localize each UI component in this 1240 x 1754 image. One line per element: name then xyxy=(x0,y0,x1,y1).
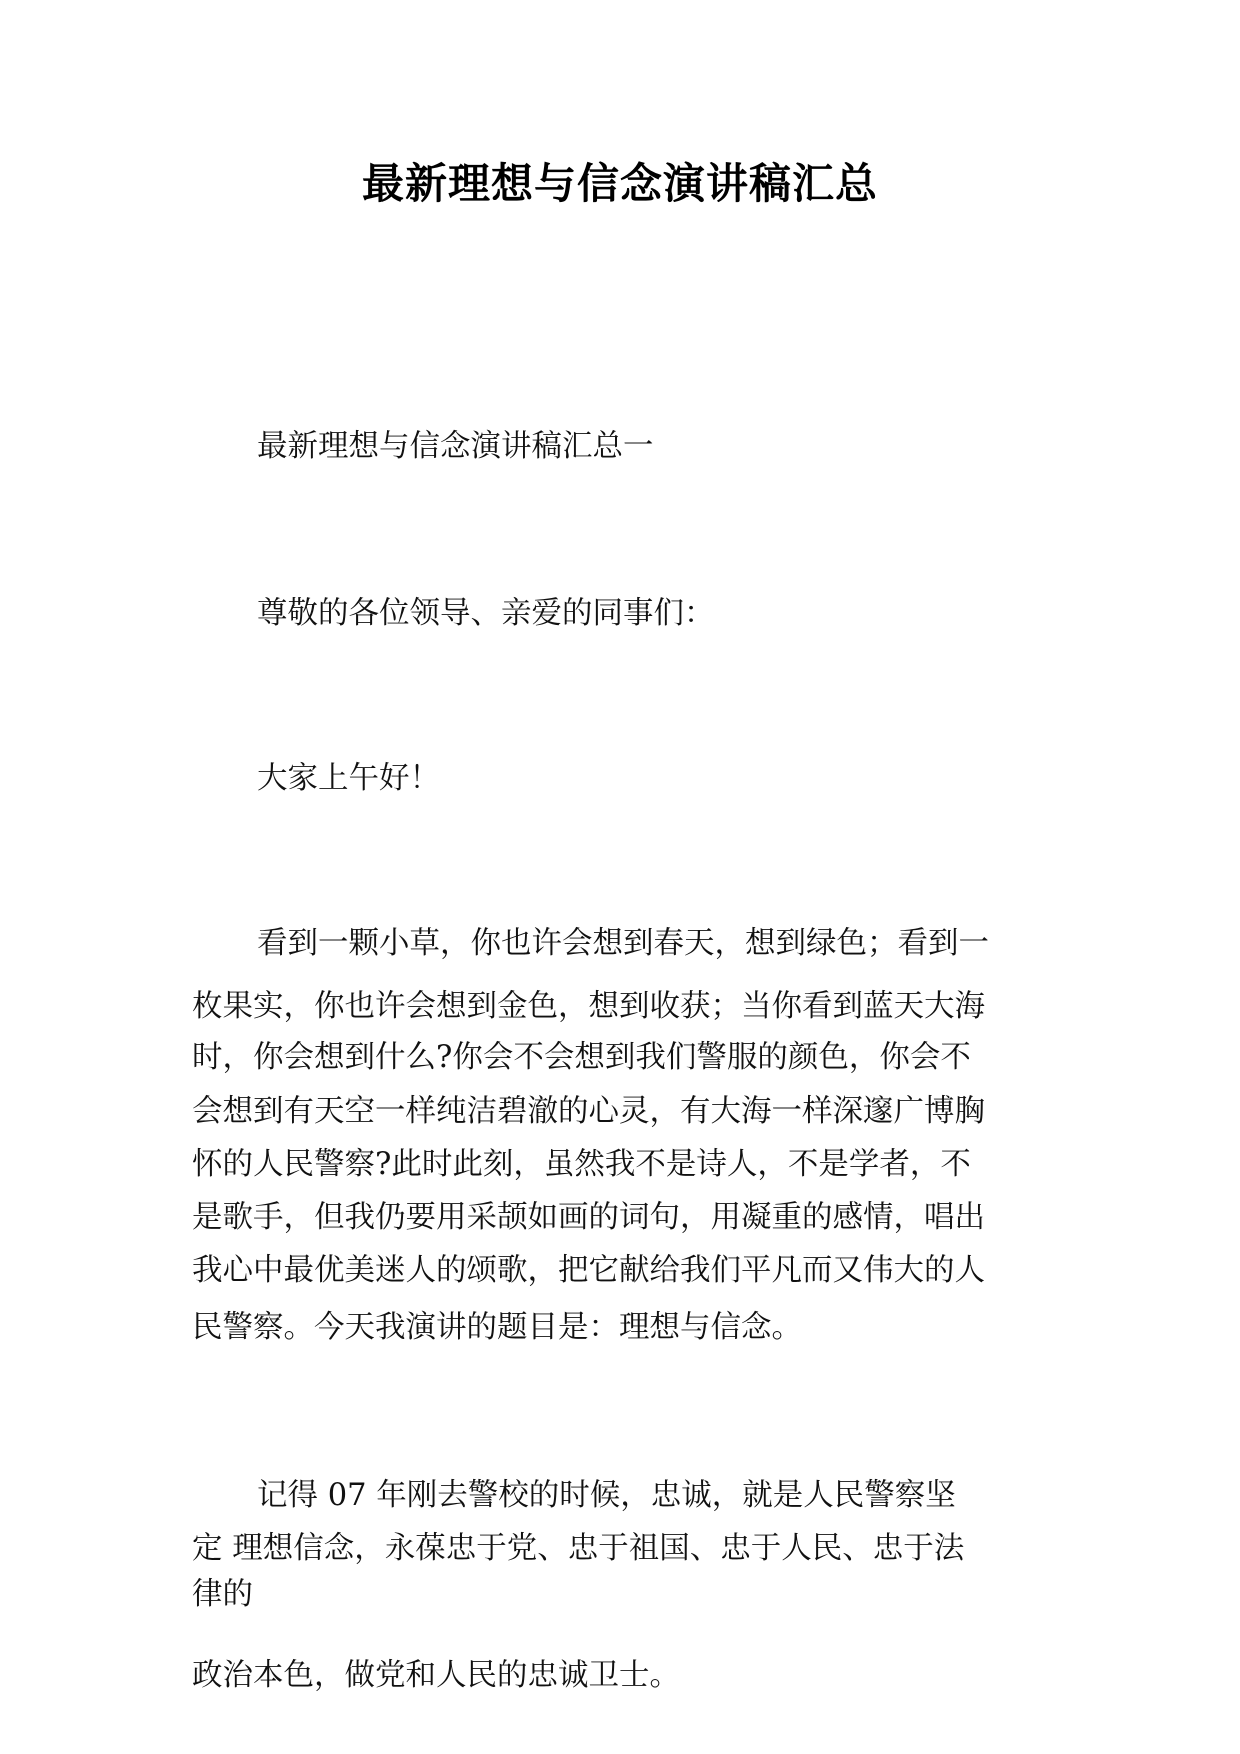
paragraph-salutation xyxy=(192,596,1048,631)
paragraph-line: 民警察。今天我演讲的题目是：理想与信念。 xyxy=(192,1310,802,1345)
paragraph-line: 尊敬的各位领导、亲爱的同事们： xyxy=(257,596,715,631)
paragraph-line: 我心中最优美迷人的颂歌，把它献给我们平凡而又伟大的人 xyxy=(192,1253,985,1288)
paragraph-line: 时，你会想到什么?你会不会想到我们警服的颜色，你会不 xyxy=(192,1040,971,1075)
paragraph-line: 怀的人民警察?此时此刻，虽然我不是诗人，不是学者，不 xyxy=(192,1147,971,1182)
paragraph-line: 是歌手，但我仍要用采颉如画的词句，用凝重的感情，唱出 xyxy=(192,1200,985,1235)
paragraph-line: 最新理想与信念演讲稿汇总一 xyxy=(257,429,654,464)
paragraph-line: 大家上午好！ xyxy=(257,761,440,796)
paragraph-line: 定 理想信念，永葆忠于党、忠于祖国、忠于人民、忠于法 xyxy=(192,1531,965,1566)
paragraph-line: 会想到有天空一样纯洁碧澈的心灵，有大海一样深邃广博胸 xyxy=(192,1094,985,1129)
paragraph-line: 律的 xyxy=(192,1577,253,1612)
paragraph-line: 政治本色，做党和人民的忠诚卫士。 xyxy=(192,1658,680,1693)
paragraph-line: 枚果实，你也许会想到金色，想到收获；当你看到蓝天大海 xyxy=(192,989,985,1024)
paragraph-subtitle xyxy=(192,429,1048,464)
paragraph-line: 记得 07 年刚去警校的时候，忠诚，就是人民警察坚 xyxy=(257,1478,956,1513)
paragraph-greeting xyxy=(192,761,1048,796)
document-title: 最新理想与信念演讲稿汇总 xyxy=(361,159,878,208)
paragraph-line: 看到一颗小草，你也许会想到春天，想到绿色；看到一 xyxy=(257,926,989,961)
